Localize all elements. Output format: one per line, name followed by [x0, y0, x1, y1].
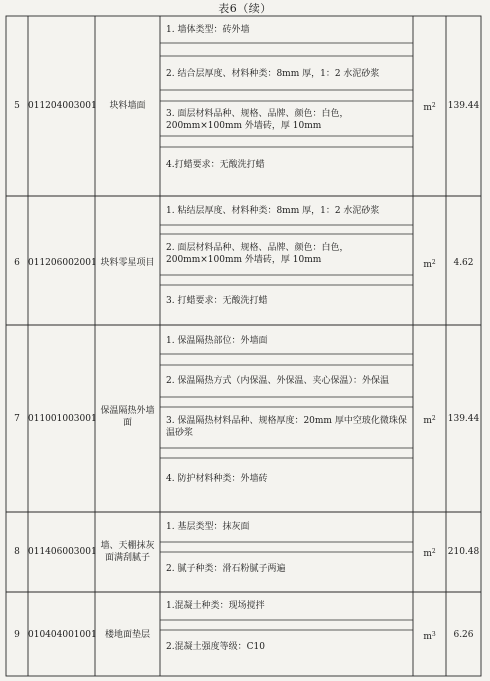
item-name: 块料零星项目	[100, 258, 155, 268]
feature-line: 2. 腻子种类：滑石粉腻子两遍	[166, 564, 286, 574]
feature-line: 2. 面层材料品种、规格、品牌、颜色：白色，200mm×100mm 外墙砖，厚 10mm	[166, 243, 349, 265]
item-name: 楼地面垫层	[104, 630, 150, 640]
feature-line: 2. 结合层厚度、材料种类：8mm 厚，1：2 水泥砂浆	[166, 69, 380, 79]
unit: $m^2$	[423, 548, 436, 559]
feature-line: 4. 防护材料种类：外墙砖	[166, 474, 268, 484]
unit: $m^2$	[423, 102, 436, 113]
row-number: 7	[14, 414, 20, 424]
feature-line: 3. 面层材料品种、规格、品牌、颜色：白色，200mm×100mm 外墙砖，厚 10mm	[166, 109, 349, 131]
unit: $m^3$	[423, 631, 436, 642]
unit: $m^2$	[423, 259, 436, 270]
row-number: 6	[14, 258, 20, 268]
quantity: 4.62	[453, 258, 474, 268]
item-code: 010404001001	[28, 630, 97, 640]
item-code: 011206002001	[28, 258, 97, 268]
row-number: 5	[14, 101, 20, 111]
feature-line: 1. 保温隔热部位：外墙面	[166, 336, 268, 346]
quantity: 210.48	[447, 547, 480, 557]
row-number: 9	[14, 630, 20, 640]
feature-line: 2. 保温隔热方式（内保温、外保温、夹心保温）：外保温	[166, 376, 389, 386]
quantity: 139.44	[447, 414, 480, 424]
feature-line: 1. 基层类型：抹灰面	[166, 522, 250, 532]
item-code: 011204003001	[28, 101, 97, 111]
row-number: 8	[14, 547, 20, 557]
unit: $m^2$	[423, 415, 436, 426]
feature-line: 3. 打蜡要求：无酸洗打蜡	[166, 296, 268, 306]
quantity: 6.26	[453, 630, 474, 640]
item-name: 块料墙面	[109, 101, 146, 111]
item-code: 011406003001	[28, 547, 97, 557]
feature-line: 3. 保温隔热材料品种、规格厚度：20mm 厚中空玻化微珠保温砂浆	[166, 416, 407, 438]
feature-line: 1. 粘结层厚度、材料种类：8mm 厚，1：2 水泥砂浆	[166, 206, 380, 216]
feature-line: 2.混凝土强度等级：C10	[166, 642, 265, 652]
feature-line: 4.打蜡要求：无酸洗打蜡	[166, 160, 265, 170]
quantity: 139.44	[447, 101, 480, 111]
feature-line: 1. 墙体类型：砖外墙	[166, 25, 250, 35]
table-title: 表6（续）	[218, 2, 272, 15]
item-name: 保温隔热外墙面	[100, 406, 155, 428]
item-name: 墙、天棚抹灰面满刮腻子	[100, 541, 155, 563]
item-code: 011001003001	[28, 414, 97, 424]
feature-line: 1.混凝土种类：现场搅拌	[166, 601, 265, 611]
